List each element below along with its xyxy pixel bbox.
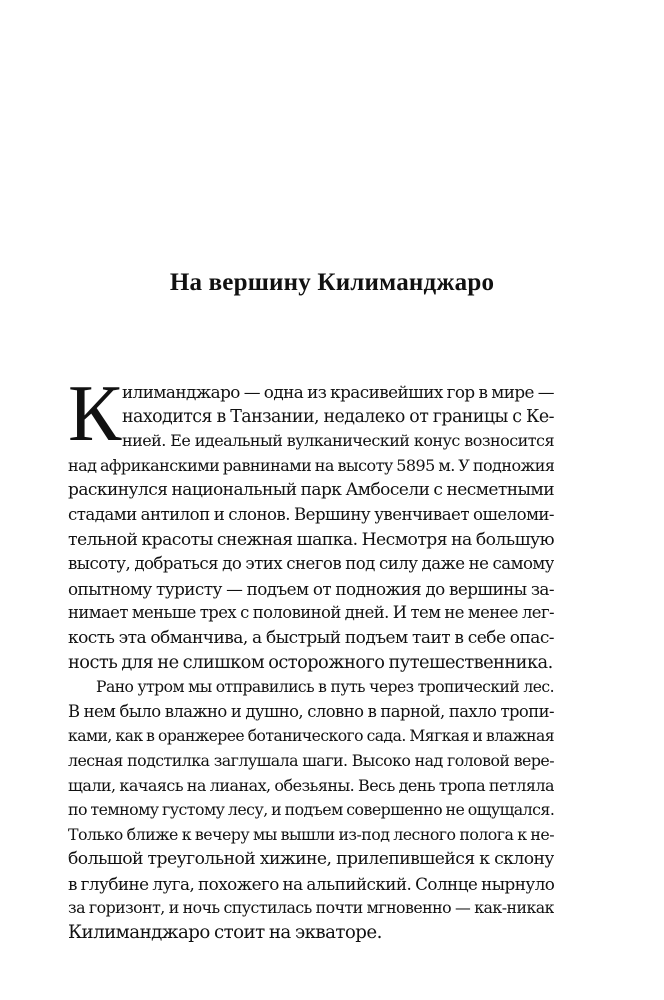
paragraph-line: за горизонт, и ночь спустилась почти мгновенно — как-никак	[68, 898, 554, 918]
paragraph-line: опытному туристу — подъем от подножия до вершины за-	[68, 578, 554, 599]
paragraph-line: большой треугольной хижине, прилепившейся к склону	[68, 849, 554, 870]
paragraph-line: ками, как в оранжерее ботанического сада. Мягкая и влажная	[68, 727, 554, 746]
paragraph-line: по темному густому лесу, и подъем совершенно не ощущался.	[68, 800, 554, 820]
paragraph-line: раскинулся национальный парк Амбосели с несметными	[68, 480, 554, 501]
chapter-body	[68, 370, 554, 946]
paragraph-line: над африканскими равнинами на высоту 5895 м. У подножия	[68, 455, 554, 475]
paragraph-line: стадами антилоп и слонов. Вершину увенчивает ошеломи-	[68, 504, 554, 524]
paragraph-line: Только ближе к вечеру мы вышли из-под лесного полога к не-	[68, 824, 554, 844]
paragraph-line: находится в Танзании, недалеко от границы с Ке-	[122, 406, 554, 427]
paragraph-line: илиманджаро — одна из красивейших гор в мире —	[122, 382, 554, 402]
paragraph-line: в глубине луга, похожего на альпийский. Солнце нырнуло	[68, 873, 554, 894]
paragraph-line: Рано утром мы отправились в путь через тропический лес.	[96, 678, 554, 697]
paragraph-line: щали, качаясь на лианах, обезьяны. Весь день тропа петляла	[68, 775, 554, 795]
paragraph-line: ность для не слишком осторожного путешественника.	[68, 651, 553, 673]
paragraph-line: высоту, добраться до этих снегов под силу даже не самому	[68, 554, 554, 574]
paragraph-line: кость эта обманчива, а быстрый подъем таит в себе опас-	[68, 627, 554, 648]
paragraph-line: Килиманджаро стоит на экваторе.	[68, 922, 382, 944]
paragraph-line: В нем было влажно и душно, словно в парной, пахло тропи-	[68, 701, 554, 721]
chapter-title: На вершину Килиманджаро	[169, 269, 495, 296]
paragraph-line: тельной красоты снежная шапка. Несмотря на большую	[68, 529, 554, 550]
paragraph-line: нимает меньше трех с половиной дней. И тем не менее лег-	[68, 603, 554, 623]
paragraph-line: лесная подстилка заглушала шаги. Высоко над головой вере-	[68, 750, 554, 770]
drop-cap: К	[68, 370, 122, 458]
paragraph-line: нией. Ее идеальный вулканический конус возносится	[122, 431, 554, 451]
